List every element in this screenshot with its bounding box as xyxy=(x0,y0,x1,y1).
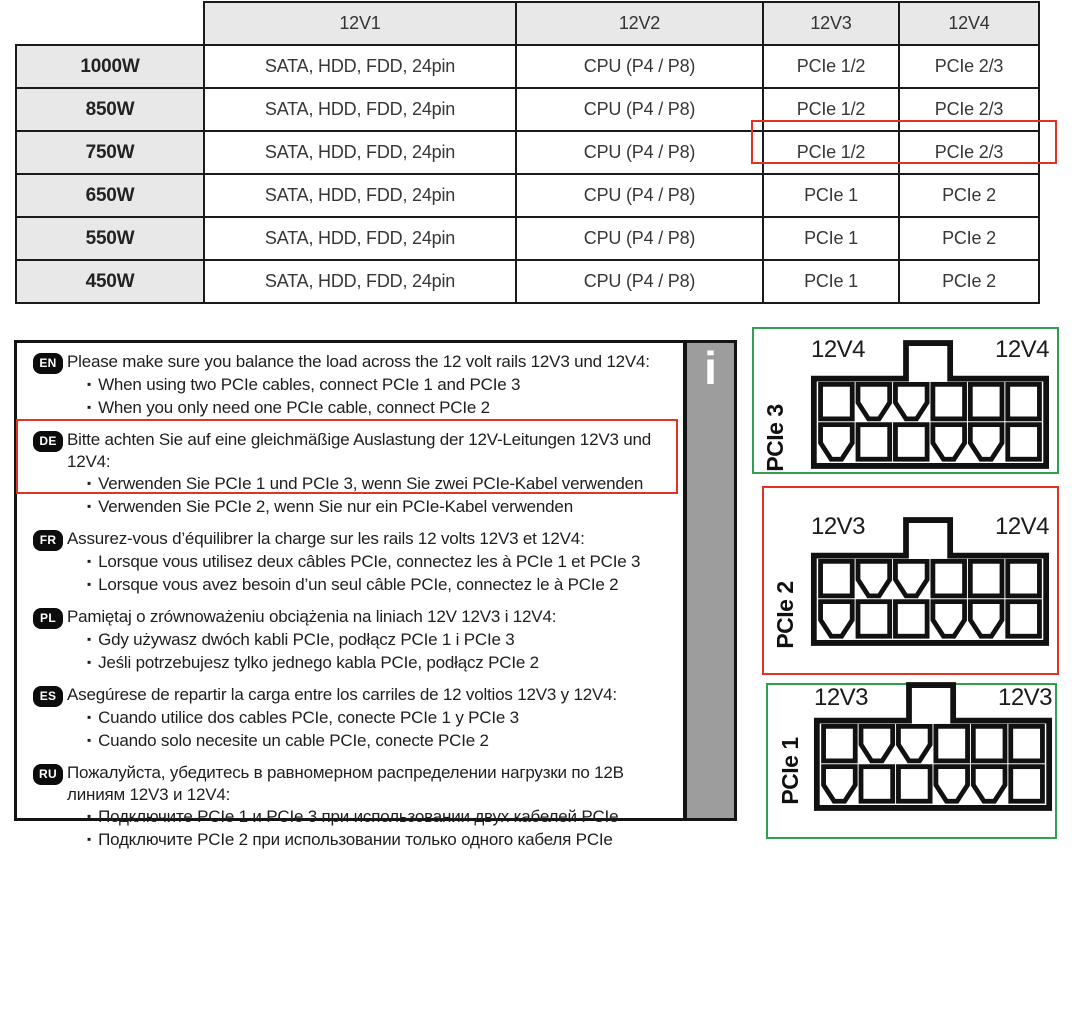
cell-12v1: SATA, HDD, FDD, 24pin xyxy=(204,88,516,131)
section-intro-fr: Assurez-vous d’équilibrer la charge sur les rails 12 volts 12V3 et 12V4: xyxy=(67,529,585,548)
lang-badge-es: ES xyxy=(33,686,63,707)
section-bullet: ▪ Cuando utilice dos cables PCIe, conecte PCIe 1 y PCIe 3 xyxy=(87,707,679,730)
section-bullet: ▪ When using two PCIe cables, connect PCIe 1 and PCIe 3 xyxy=(87,374,679,397)
table-row-650w xyxy=(16,174,1039,217)
cell-12v1: SATA, HDD, FDD, 24pin xyxy=(204,217,516,260)
table-row-550w xyxy=(16,217,1039,260)
connector-diagram-pcie1 xyxy=(743,679,1055,831)
connector-diagram-pcie3 xyxy=(740,337,1052,489)
col-header-12v3: 12V3 xyxy=(763,2,899,45)
load-balance-info-box xyxy=(14,340,737,849)
section-bullet: ▪ Lorsque vous avez besoin d’un seul câble PCIe, connectez le à PCIe 2 xyxy=(87,574,679,597)
lang-badge-de: DE xyxy=(33,431,63,452)
psu-rail-table xyxy=(15,1,1040,304)
connector-name-label: PCIe 2 xyxy=(772,581,798,649)
lang-section-pl xyxy=(33,606,679,675)
info-icon: i xyxy=(704,342,717,394)
connector-name-label: PCIe 3 xyxy=(762,404,788,472)
table-row-1000w xyxy=(16,45,1039,88)
lang-section-de xyxy=(33,429,679,519)
cell-12v2: CPU (P4 / P8) xyxy=(516,45,763,88)
cell-12v2: CPU (P4 / P8) xyxy=(516,217,763,260)
lang-section-es xyxy=(33,684,679,753)
cell-12v1: SATA, HDD, FDD, 24pin xyxy=(204,174,516,217)
lang-badge-ru: RU xyxy=(33,764,63,785)
section-bullet: ▪ Verwenden Sie PCIe 2, wenn Sie nur ein PCIe-Kabel verwenden xyxy=(87,496,679,519)
pcie-connector-icon xyxy=(810,513,1050,647)
cell-12v2: CPU (P4 / P8) xyxy=(516,260,763,303)
section-intro-en: Please make sure you balance the load across the 12 volt rails 12V3 und 12V4: xyxy=(67,352,650,371)
cell-12v4: PCIe 2/3 xyxy=(899,88,1039,131)
col-header-12v1: 12V1 xyxy=(204,2,516,45)
lang-badge-en: EN xyxy=(33,353,63,374)
cell-12v3: PCIe 1 xyxy=(763,174,899,217)
watt-label: 450W xyxy=(16,260,204,303)
col-header-12v2: 12V2 xyxy=(516,2,763,45)
table-row-750w xyxy=(16,131,1039,174)
connector-diagrams-column xyxy=(740,315,1072,850)
section-bullet: ▪ Lorsque vous utilisez deux câbles PCIe, connectez les à PCIe 1 et PCIe 3 xyxy=(87,551,679,574)
cell-12v2: CPU (P4 / P8) xyxy=(516,88,763,131)
watt-label: 650W xyxy=(16,174,204,217)
cell-12v4: PCIe 2 xyxy=(899,260,1039,303)
connector-diagram-pcie2 xyxy=(740,514,1052,666)
info-text-area xyxy=(17,343,679,849)
cell-12v2: CPU (P4 / P8) xyxy=(516,131,763,174)
connector-name-label: PCIe 1 xyxy=(777,737,803,805)
lang-badge-pl: PL xyxy=(33,608,63,629)
col-header-12v4: 12V4 xyxy=(899,2,1039,45)
info-sidebar xyxy=(683,343,734,818)
section-bullet: ▪ Gdy używasz dwóch kabli PCIe, podłącz PCIe 1 i PCIe 3 xyxy=(87,629,679,652)
table-corner-empty xyxy=(16,2,204,45)
cell-12v1: SATA, HDD, FDD, 24pin xyxy=(204,260,516,303)
rail-label-left: 12V3 xyxy=(813,684,869,711)
section-intro-de: Bitte achten Sie auf eine gleichmäßige Auslastung der 12V-Leitungen 12V3 und 12V4: xyxy=(67,430,652,471)
cell-12v2: CPU (P4 / P8) xyxy=(516,174,763,217)
section-bullet: ▪ Cuando solo necesite un cable PCIe, conecte PCIe 2 xyxy=(87,730,679,753)
cell-12v3: PCIe 1/2 xyxy=(763,45,899,88)
table-row-850w xyxy=(16,88,1039,131)
cell-12v3: PCIe 1/2 xyxy=(763,88,899,131)
pcie-connector-icon xyxy=(810,336,1050,470)
lang-section-en xyxy=(33,351,679,420)
rail-label-left: 12V4 xyxy=(810,336,866,363)
table-row-450w xyxy=(16,260,1039,303)
lang-section-ru xyxy=(33,762,679,852)
section-intro-es: Asegúrese de repartir la carga entre los carriles de 12 voltios 12V3 y 12V4: xyxy=(67,685,617,704)
lang-badge-fr: FR xyxy=(33,530,63,551)
rail-label-right: 12V4 xyxy=(994,513,1050,540)
watt-label: 1000W xyxy=(16,45,204,88)
pcie-connector-icon xyxy=(813,681,1053,812)
section-intro-ru: Пожалуйста, убедитесь в равномерном распределении нагрузки по 12В линиям 12V3 и 12V4: xyxy=(67,763,624,804)
section-bullet: ▪ Jeśli potrzebujesz tylko jednego kabla PCIe, podłącz PCIe 2 xyxy=(87,652,679,675)
section-bullet: ▪ When you only need one PCIe cable, connect PCIe 2 xyxy=(87,397,679,420)
watt-label: 750W xyxy=(16,131,204,174)
cell-12v4: PCIe 2/3 xyxy=(899,45,1039,88)
cell-12v3: PCIe 1 xyxy=(763,217,899,260)
watt-label: 550W xyxy=(16,217,204,260)
cell-12v4: PCIe 2 xyxy=(899,174,1039,217)
lang-section-fr xyxy=(33,528,679,597)
section-intro-pl: Pamiętaj o zrównoważeniu obciążenia na liniach 12V 12V3 i 12V4: xyxy=(67,607,557,626)
watt-label: 850W xyxy=(16,88,204,131)
cell-12v1: SATA, HDD, FDD, 24pin xyxy=(204,45,516,88)
rail-label-left: 12V3 xyxy=(810,513,866,540)
cell-12v3: PCIe 1 xyxy=(763,260,899,303)
cell-12v3: PCIe 1/2 xyxy=(763,131,899,174)
rail-label-right: 12V3 xyxy=(997,684,1053,711)
section-bullet: ▪ Verwenden Sie PCIe 1 und PCIe 3, wenn Sie zwei PCIe-Kabel verwenden xyxy=(87,473,679,496)
cell-12v4: PCIe 2/3 xyxy=(899,131,1039,174)
section-bullet: ▪ Подключите PCIe 1 и PCIe 3 при использовании двух кабелей PCIe xyxy=(87,806,679,829)
table-header-row xyxy=(16,2,1039,45)
cell-12v1: SATA, HDD, FDD, 24pin xyxy=(204,131,516,174)
section-bullet: ▪ Подключите PCIe 2 при использовании только одного кабеля PCIe xyxy=(87,829,679,852)
rail-label-right: 12V4 xyxy=(994,336,1050,363)
cell-12v4: PCIe 2 xyxy=(899,217,1039,260)
